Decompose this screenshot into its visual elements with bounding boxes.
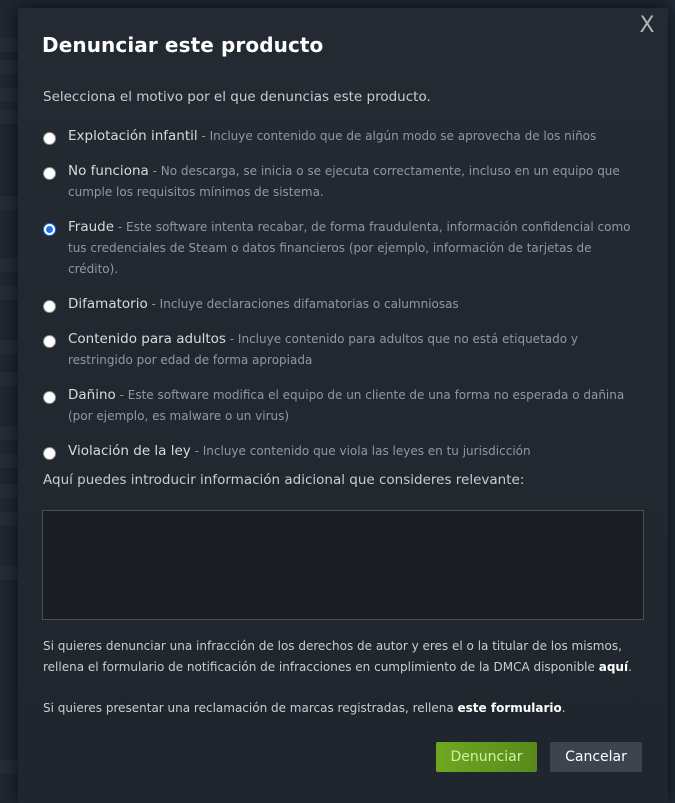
- report-options: [40, 126, 644, 476]
- option-text: [68, 161, 644, 203]
- close-icon[interactable]: X: [639, 13, 655, 38]
- report-option-ley[interactable]: [40, 441, 644, 462]
- background-text: [0, 566, 18, 580]
- report-option-fraude[interactable]: [40, 217, 644, 280]
- option-description: - Este software intenta recabar, de forma fraudulenta, información confidencial como tus credenciales de Steam o datos financieros (por ejemplo, información de tarjetas de crédito).: [68, 220, 631, 276]
- option-text: [68, 217, 644, 280]
- background-text: [0, 110, 18, 124]
- background-text: [0, 286, 18, 300]
- option-label: Explotación infantil: [68, 128, 198, 144]
- option-label: Dañino: [68, 387, 116, 403]
- option-label: Contenido para adultos: [68, 331, 226, 347]
- trademark-text: Si quieres presentar una reclamación de marcas registradas, rellena: [43, 701, 458, 715]
- option-description: - Incluye declaraciones difamatorias o calumniosas: [147, 297, 459, 311]
- background-text: [0, 484, 18, 498]
- radio-button-difamatorio[interactable]: [43, 300, 56, 313]
- option-text: [68, 441, 644, 462]
- radio-button-explotacion[interactable]: [43, 132, 56, 145]
- background-text: [0, 38, 18, 52]
- background-text: [0, 340, 18, 354]
- background-text: [0, 88, 18, 102]
- dmca-link[interactable]: aquí: [598, 660, 629, 674]
- report-option-danino[interactable]: [40, 385, 644, 427]
- trademark-text-end: .: [561, 701, 566, 715]
- extra-info-label: Aquí puedes introducir información adicional que consideres relevante:: [43, 472, 525, 488]
- radio-button-danino[interactable]: [43, 391, 56, 404]
- dialog-title: Denunciar este producto: [42, 33, 324, 57]
- option-label: Difamatorio: [68, 296, 148, 312]
- background-text: [0, 258, 18, 272]
- dmca-text-end: .: [628, 660, 632, 674]
- background-text: [0, 760, 18, 774]
- radio-button-no-funciona[interactable]: [43, 167, 56, 180]
- report-option-difamatorio[interactable]: [40, 294, 644, 315]
- radio-button-ley[interactable]: [43, 447, 56, 460]
- option-text: [68, 329, 644, 371]
- option-description: - Incluye contenido que de algún modo se aprovecha de los niños: [197, 129, 597, 143]
- option-description: - Incluye contenido que viola las leyes en tu jurisdicción: [190, 444, 531, 458]
- background-text: [0, 454, 18, 468]
- cancel-button[interactable]: Cancelar: [550, 742, 642, 772]
- option-label: Violación de la ley: [68, 443, 191, 459]
- option-text: [68, 385, 644, 427]
- report-prompt: Selecciona el motivo por el que denuncias este producto.: [43, 89, 431, 105]
- report-option-no-funciona[interactable]: [40, 161, 644, 203]
- option-description: - Incluye contenido para adultos que no está etiquetado y restringido por edad de forma apropiada: [68, 332, 578, 367]
- report-option-explotacion[interactable]: [40, 126, 644, 147]
- dmca-notice: [43, 636, 648, 678]
- background-text: [0, 372, 18, 386]
- option-text: [68, 294, 644, 315]
- background-text: [0, 426, 18, 440]
- option-description: - No descarga, se inicia o se ejecuta correctamente, incluso en un equipo que cumple los requisitos mínimos de sistema.: [68, 164, 620, 199]
- option-label: Fraude: [68, 219, 115, 235]
- dmca-text: Si quieres denunciar una infracción de los derechos de autor y eres el o la titular de los mismos, rellena el formulario de notificación de infracciones en cumplimiento de la DMCA disponible: [43, 639, 622, 674]
- background-text: [0, 60, 18, 74]
- report-dialog: [18, 8, 668, 803]
- option-label: No funciona: [68, 163, 149, 179]
- radio-button-adultos[interactable]: [43, 335, 56, 348]
- background-text: [0, 196, 18, 210]
- extra-info-textarea[interactable]: [42, 510, 644, 620]
- option-text: [68, 126, 644, 147]
- option-description: - Este software modifica el equipo de un cliente de una forma no esperada o dañina (por ejemplo, es malware o un virus): [68, 388, 625, 423]
- submit-report-button[interactable]: Denunciar: [436, 742, 537, 772]
- report-option-adultos[interactable]: [40, 329, 644, 371]
- background-text: [0, 512, 18, 526]
- trademark-notice: [43, 698, 566, 719]
- trademark-link[interactable]: este formulario: [457, 701, 562, 715]
- radio-button-fraude[interactable]: [43, 223, 56, 236]
